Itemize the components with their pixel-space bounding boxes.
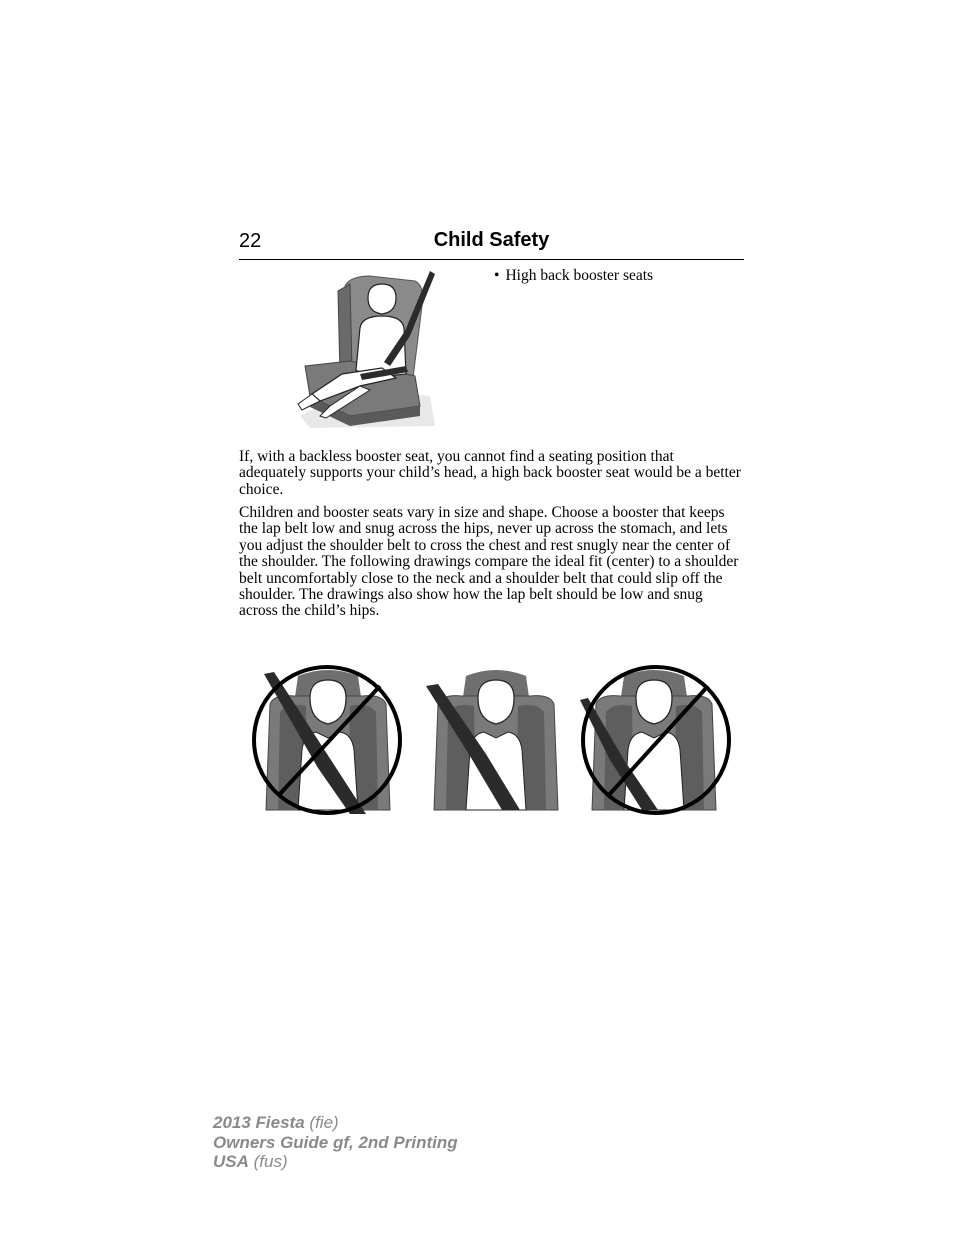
- paragraph-backless-booster: If, with a backless booster seat, you cannot find a seating position that adequately supports your child’s head, a high back booster seat would be a better choice.: [239, 448, 741, 498]
- section-title: Child Safety: [433, 229, 550, 251]
- belt-fit-comparison-figure: [250, 660, 736, 816]
- belt-fit-off-shoulder-prohibited: [580, 667, 729, 813]
- footer-line-guide: Owners Guide gf, 2nd Printing: [213, 1132, 458, 1152]
- document-footer: [213, 1113, 458, 1172]
- booster-seat-illustration: [290, 266, 440, 431]
- list-item: [494, 267, 653, 285]
- paragraph-booster-fit: Children and booster seats vary in size and shape. Choose a booster that keeps the lap belt low and snug across the hips, never up across the stomach, and lets you adjust the shoulder belt to cross the chest and rest snugly near the center of the shoulder. The following drawings compare the ideal fit (center) to a shoulder belt uncomfortably close to the neck and a shoulder belt that could slip off the shoulder. The drawings also show how the lap belt should be low and snug across the child’s hips.: [239, 504, 739, 620]
- footer-line-model: 2013 Fiesta (fie): [213, 1113, 339, 1132]
- list-item-label: High back booster seats: [505, 267, 654, 284]
- page-number: 22: [239, 230, 262, 252]
- belt-fit-correct: [426, 670, 558, 810]
- page-header: [239, 229, 744, 260]
- footer-line-market: USA (fus): [213, 1152, 288, 1171]
- bullet-icon: •: [494, 267, 500, 284]
- belt-fit-too-close-prohibited: [254, 667, 400, 814]
